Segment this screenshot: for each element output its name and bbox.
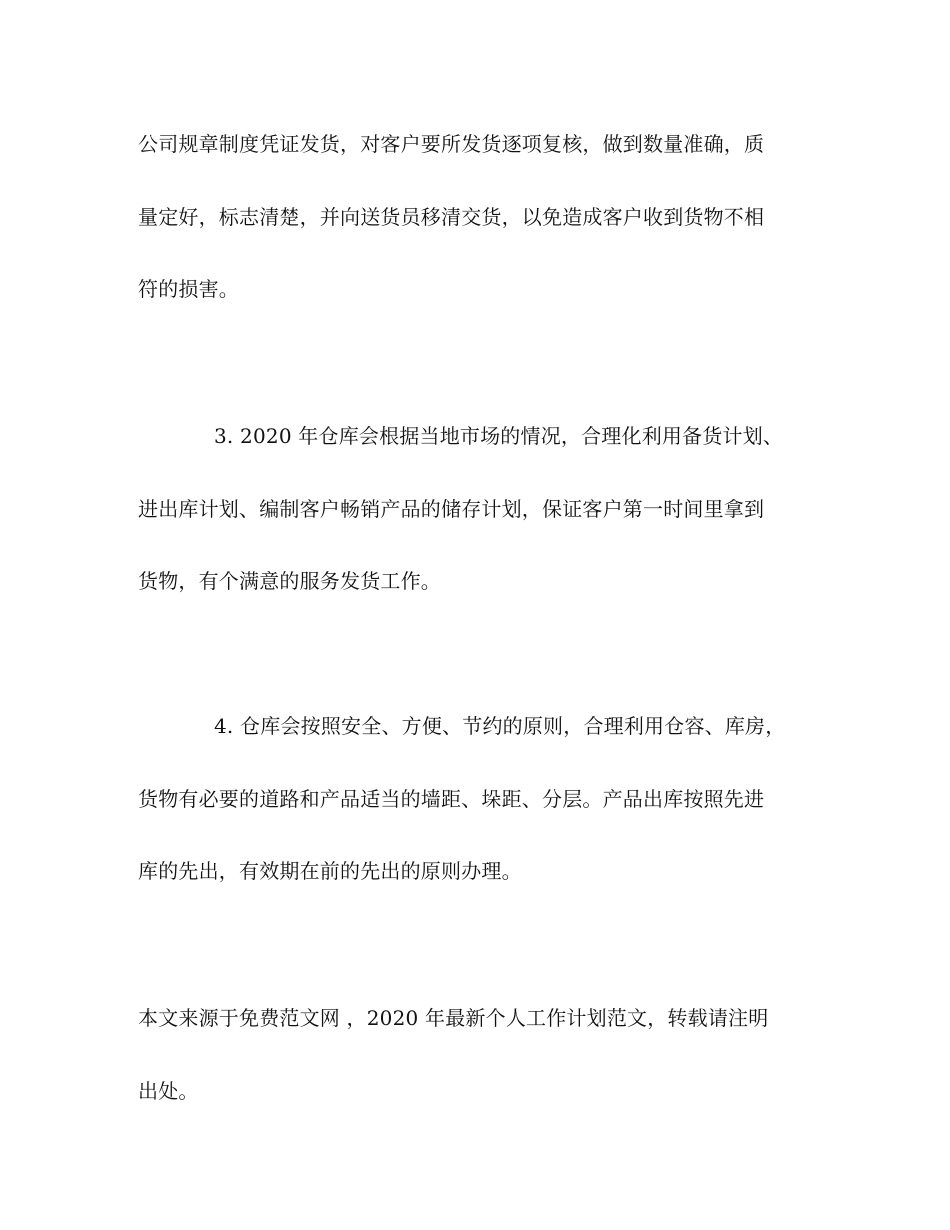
- text-line: 本文来源于免费范文网 ，2020 年最新个人工作计划范文，转载请注明: [138, 1006, 769, 1030]
- text-line: 量定好，标志清楚，并向送货员移清交货，以免造成客户收到货物不相: [138, 204, 765, 229]
- text-line: 货物有必要的道路和产品适当的墙距、垛距、分层。产品出库按照先进: [138, 786, 765, 811]
- text-line: 符的损害。: [138, 277, 239, 301]
- paragraph-item-3: [138, 400, 828, 618]
- paragraph-shipping-rules: [138, 108, 828, 326]
- text-line: 库的先出，有效期在前的先出的原则办理。: [138, 859, 522, 883]
- text-line: 出处。: [138, 1078, 199, 1103]
- text-line: 货物，有个满意的服务发货工作。: [138, 569, 441, 593]
- text-line: 4. 仓库会按照安全、方便、节约的原则，合理利用仓容、库房，: [214, 714, 786, 738]
- text-line: 3. 2020 年仓库会根据当地市场的情况，合理化利用备货计划、: [214, 424, 784, 448]
- text-line: 进出库计划、编制客户畅销产品的储存计划，保证客户第一时间里拿到: [138, 496, 765, 521]
- paragraph-source-note: [138, 982, 828, 1127]
- paragraph-item-4: [138, 690, 828, 908]
- text-line: 公司规章制度凭证发货，对客户要所发货逐项复核，做到数量准确，质: [138, 132, 765, 156]
